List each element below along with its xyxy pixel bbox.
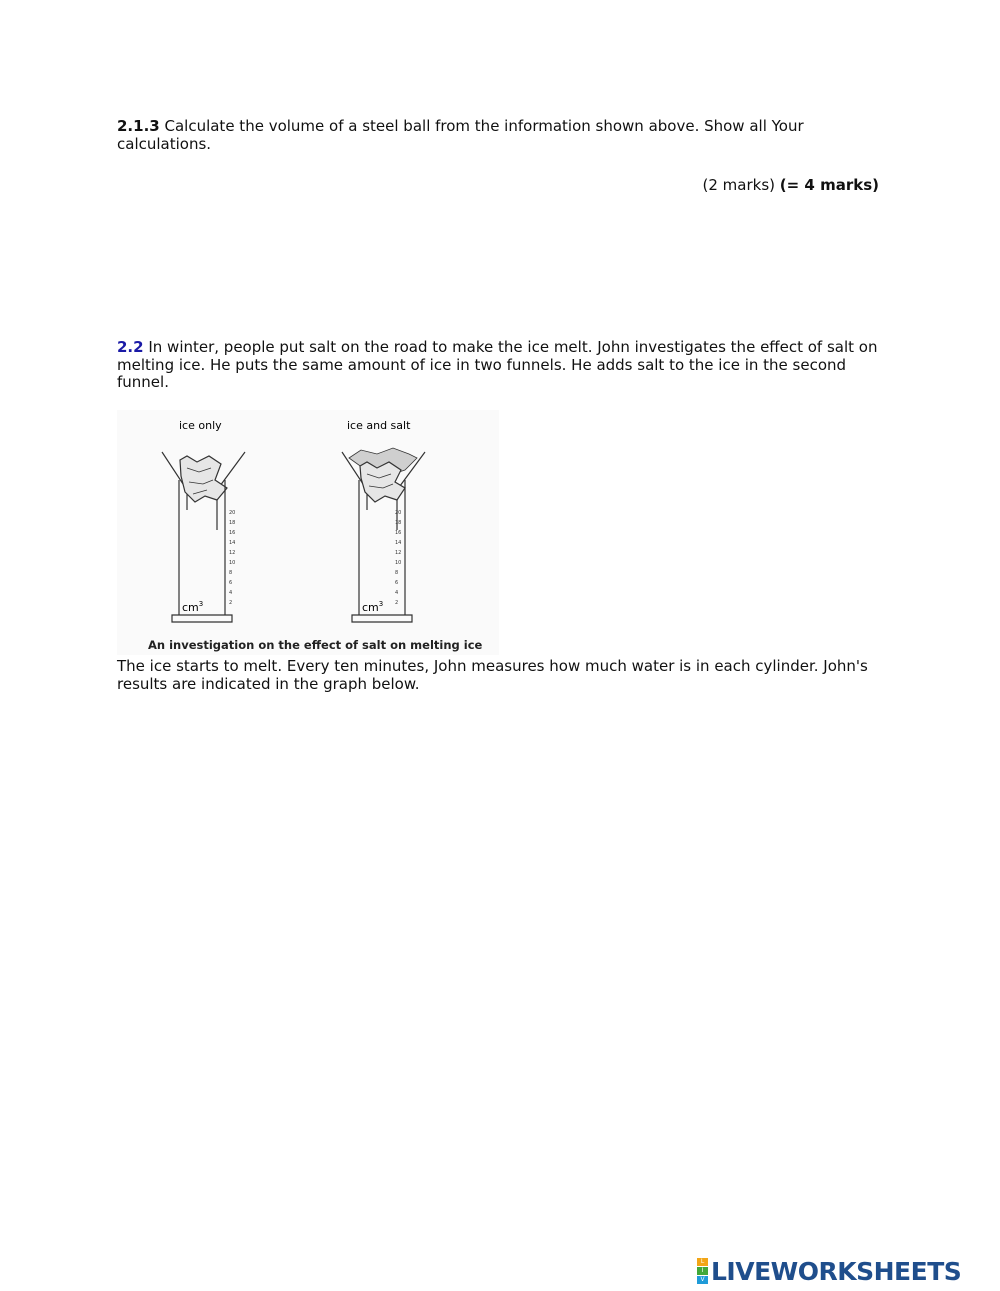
svg-text:8: 8 [229,570,233,576]
figure-caption: An investigation on the effect of salt on melting ice [148,638,483,652]
svg-text:10: 10 [395,560,402,566]
svg-text:10: 10 [229,560,236,566]
svg-text:6: 6 [395,580,399,586]
logo-text: LIVEWORKSHEETS [711,1256,962,1286]
svg-text:16: 16 [229,530,236,536]
question-number: 2.1.3 [117,117,160,135]
svg-text:2: 2 [229,600,233,606]
logo-block-v: V [697,1276,708,1284]
question-2-2-continuation: The ice starts to melt. Every ten minutes, John measures how much water is in each cylinder. John's results are indicated in the graph below. [117,657,868,693]
question-2-1-3 [117,118,882,153]
svg-text:18: 18 [229,520,236,526]
liveworksheets-logo [697,1255,961,1287]
ice-melting-figure [117,410,499,655]
svg-text:8: 8 [395,570,399,576]
unit-label-left: $cm^3$ [182,600,204,614]
svg-text:16: 16 [395,530,402,536]
logo-block-l: L [697,1258,708,1266]
question-2-2 [117,339,882,392]
svg-text:4: 4 [229,590,233,596]
svg-text:12: 12 [395,550,402,556]
marks-allocation [703,176,879,194]
svg-text:14: 14 [395,540,402,546]
logo-block-i: I [697,1267,708,1275]
marks-total: (= 4 marks) [779,176,879,194]
svg-text:12: 12 [229,550,236,556]
question-text: Calculate the volume of a steel ball from the information shown above. Show all Your calculations. [117,117,804,153]
question-text: In winter, people put salt on the road to make the ice melt. John investigates the effect of salt on melting ice. He puts the same amount of ice in two funnels. He adds salt to the ice in the second funnel. [117,338,878,391]
svg-text:2: 2 [395,600,399,606]
unit-label-right: $cm^3$ [362,600,384,614]
label-ice-and-salt: ice and salt [347,419,411,432]
marks-plain: (2 marks) [702,176,780,194]
logo-mark [697,1258,708,1284]
svg-text:18: 18 [395,520,402,526]
svg-text:4: 4 [395,590,399,596]
svg-text:20: 20 [395,510,402,516]
svg-text:14: 14 [229,540,236,546]
label-ice-only: ice only [179,419,222,432]
question-number: 2.2 [117,338,144,356]
svg-text:20: 20 [229,510,236,516]
svg-text:6: 6 [229,580,233,586]
